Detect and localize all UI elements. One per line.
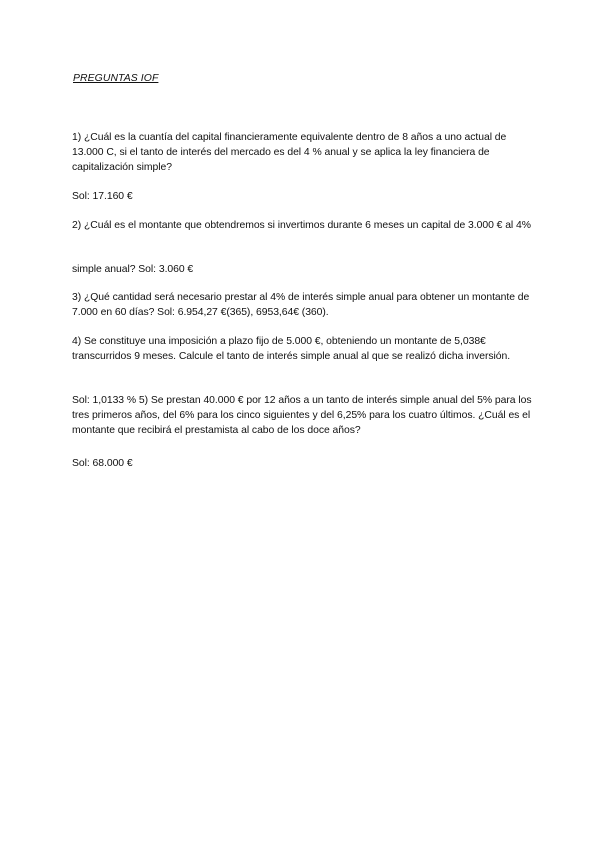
- solution-1-text: Sol: 17.160 €: [72, 191, 133, 202]
- question-5-text: Sol: 1,0133 % 5) Se prestan 40.000 € por 12 años a un tanto de interés simple anual del 5% para los tres primeros años, del 6% para los cinco siguientes y del 6,25% para los cuatro últimos. ¿Cuál es el montante que recibirá el prestamista al cabo de los doce años?: [72, 395, 532, 436]
- question-4-text: 4) Se constituye una imposición a plazo fijo de 5.000 €, obteniendo un montante de 5,038€ transcurridos 9 meses. Calcule el tanto de interés simple anual al que se realizó dicha inversión.: [72, 336, 511, 362]
- question-1-text: 1) ¿Cuál es la cuantía del capital financieramente equivalente dentro de 8 años a uno actual de 13.000 C, si el tanto de interés del mercado es del 4 % anual y se aplica la ley financiera de capitalización simple?: [72, 132, 507, 173]
- question-3-text: 3) ¿Qué cantidad será necesario prestar al 4% de interés simple anual para obtener un montante de 7.000 en 60 días? Sol: 6.954,27 €(365), 6953,64€ (360).: [72, 292, 530, 318]
- document-title: PREGUNTAS IOF: [73, 73, 159, 84]
- question-2-text: 2) ¿Cuál es el montante que obtendremos si invertimos durante 6 meses un capital de 3.000 € al 4%: [72, 220, 531, 231]
- solution-5-text: Sol: 68.000 €: [72, 458, 133, 469]
- solution-2-text: simple anual? Sol: 3.060 €: [72, 264, 194, 275]
